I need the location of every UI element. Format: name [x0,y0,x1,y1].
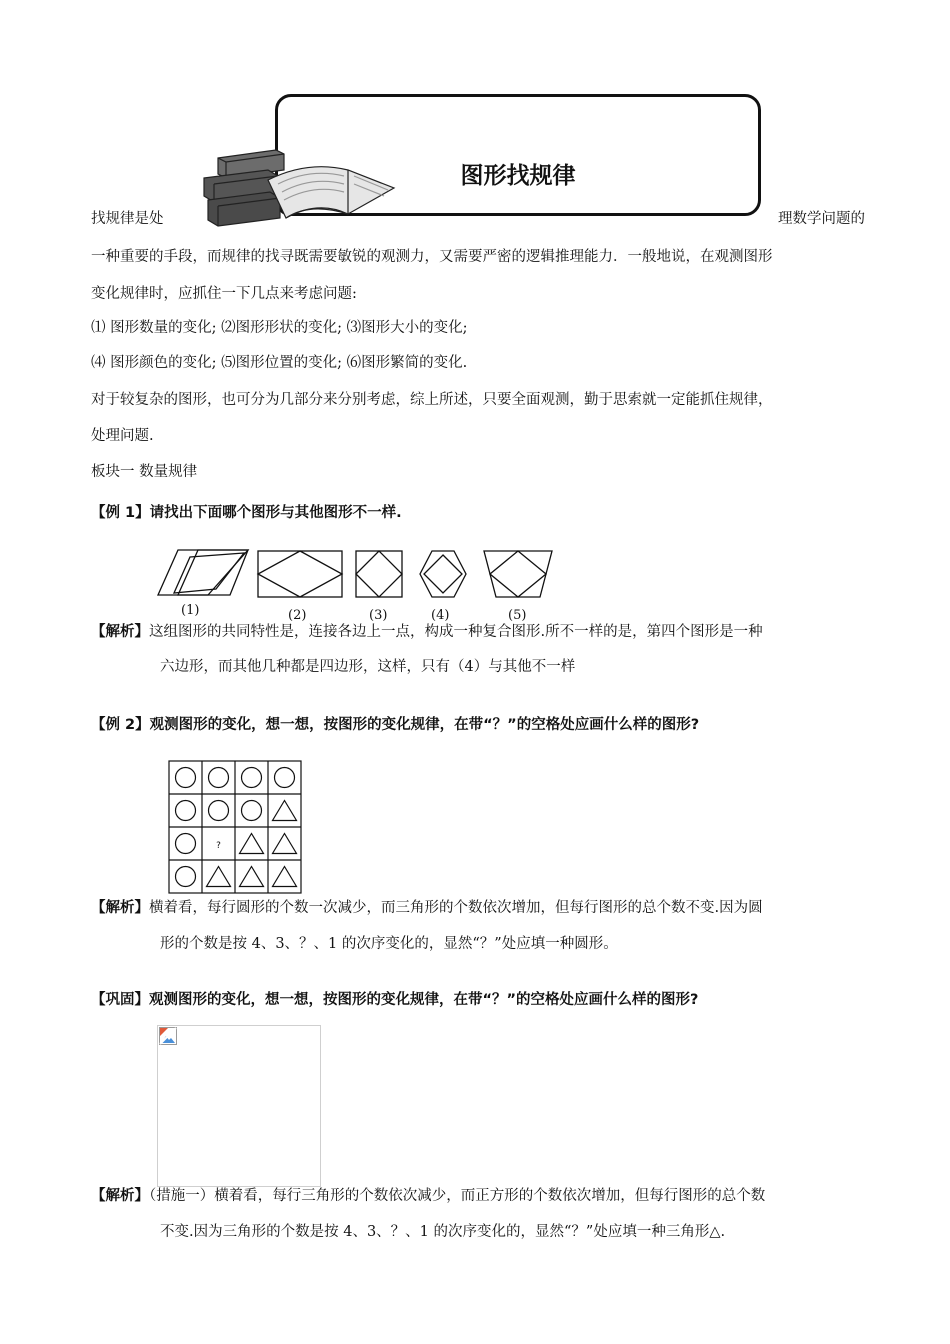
example-1-question [91,501,402,522]
broken-image-icon [159,1027,177,1045]
practice-answer-text: （措施一）横着看，每行三角形的个数依次减少，而正方形的个数依次增加，但每行图形的总个数 [149,1188,766,1204]
figure-3-square [356,551,402,597]
example-2-answer-text: 横着看，每行圆形的个数一次减少，而三角形的个数依次增加，但每行图形的总个数不变.因为圆 [149,900,763,916]
figure-label-1: (1) [181,603,200,618]
figure-5-trapezoid [484,551,552,597]
example-2-answer-line-1 [91,898,763,918]
example-1-answer-line-2: 六边形，而其他几种都是四边形，这样，只有（4）与其他不一样 [160,659,576,675]
intro-line-3: 变化规律时，应抓住一下几点来考虑问题: [91,286,357,302]
example-1-answer-line-1 [91,622,763,642]
figure-1-parallelogram [158,550,248,595]
intro-line-5: ⑷ 图形颜色的变化; ⑸图形位置的变化; ⑹图形繁简的变化. [91,355,468,371]
grid-circle [176,801,196,821]
example-2-tag: 【例 2】 [91,717,150,733]
example-2-text: 观测图形的变化，想一想，按图形的变化规律，在带“？”的空格处应画什么样的图形? [149,717,700,733]
intro-line-1-right: 理数学问题的 [778,211,865,227]
practice-tag: 【巩固】 [91,992,149,1008]
practice-image-placeholder [157,1025,321,1187]
practice-answer-line-2: 不变.因为三角形的个数是按 4、3、？、1 的次序变化的，显然“？”处应填一种三角形△. [160,1224,726,1240]
example-1-tag: 【例 1】 [91,505,150,521]
intro-line-7: 处理问题. [91,428,154,444]
grid-circle [176,834,196,854]
figure-label-2: (2) [288,608,307,623]
grid-circle [275,768,295,788]
grid-circle [242,768,262,788]
books-illustration [198,140,398,230]
grid-triangle [273,801,297,821]
practice-answer-line-1 [91,1186,765,1206]
grid-circle [242,801,262,821]
practice-answer-tag: 【解析】 [91,1188,149,1204]
grid-triangle [240,867,264,887]
example-1-figures [150,545,560,605]
intro-line-1-left: 找规律是处 [91,211,164,227]
example-2-answer-line-2: 形的个数是按 4、3、？、1 的次序变化的，显然“？”处应填一种圆形。 [160,936,618,952]
practice-text: 观测图形的变化，想一想，按图形的变化规律，在带“？”的空格处应画什么样的图形? [149,992,699,1008]
example-1-text: 请找出下面哪个图形与其他图形不一样. [149,505,402,521]
grid-circle [209,768,229,788]
grid-triangle [240,834,264,854]
example-2-answer-tag: 【解析】 [91,900,149,916]
example-2-grid [168,760,302,894]
example-1-answer-tag: 【解析】 [91,624,149,640]
grid-circle [176,768,196,788]
intro-line-4: ⑴ 图形数量的变化; ⑵图形形状的变化; ⑶图形大小的变化; [91,320,468,336]
figure-2-rectangle [258,551,342,597]
practice-question [91,988,698,1009]
figure-label-5: (5) [508,608,527,623]
section-title: 板块一 数量规律 [91,464,198,480]
figure-label-3: (3) [369,608,388,623]
grid-triangle [273,834,297,854]
intro-line-6: 对于较复杂的图形，也可分为几部分来分别考虑，综上所述，只要全面观测，勤于思索就一定能抓住规律， [91,392,773,408]
grid-triangle [207,867,231,887]
example-2-question [91,713,699,734]
example-1-answer-text: 这组图形的共同特性是，连接各边上一点，构成一种复合图形.所不一样的是，第四个图形是一种 [149,624,763,640]
figure-4-hexagon [420,551,466,597]
figure-label-4: (4) [431,608,450,623]
grid-triangle [273,867,297,887]
intro-line-2: 一种重要的手段，而规律的找寻既需要敏锐的观测力，又需要严密的逻辑推理能力．一般地说，在观测图形 [91,249,773,265]
page-title: 图形找规律 [460,163,576,189]
grid-circle [209,801,229,821]
grid-question-mark: ? [216,841,221,851]
grid-circle [176,867,196,887]
